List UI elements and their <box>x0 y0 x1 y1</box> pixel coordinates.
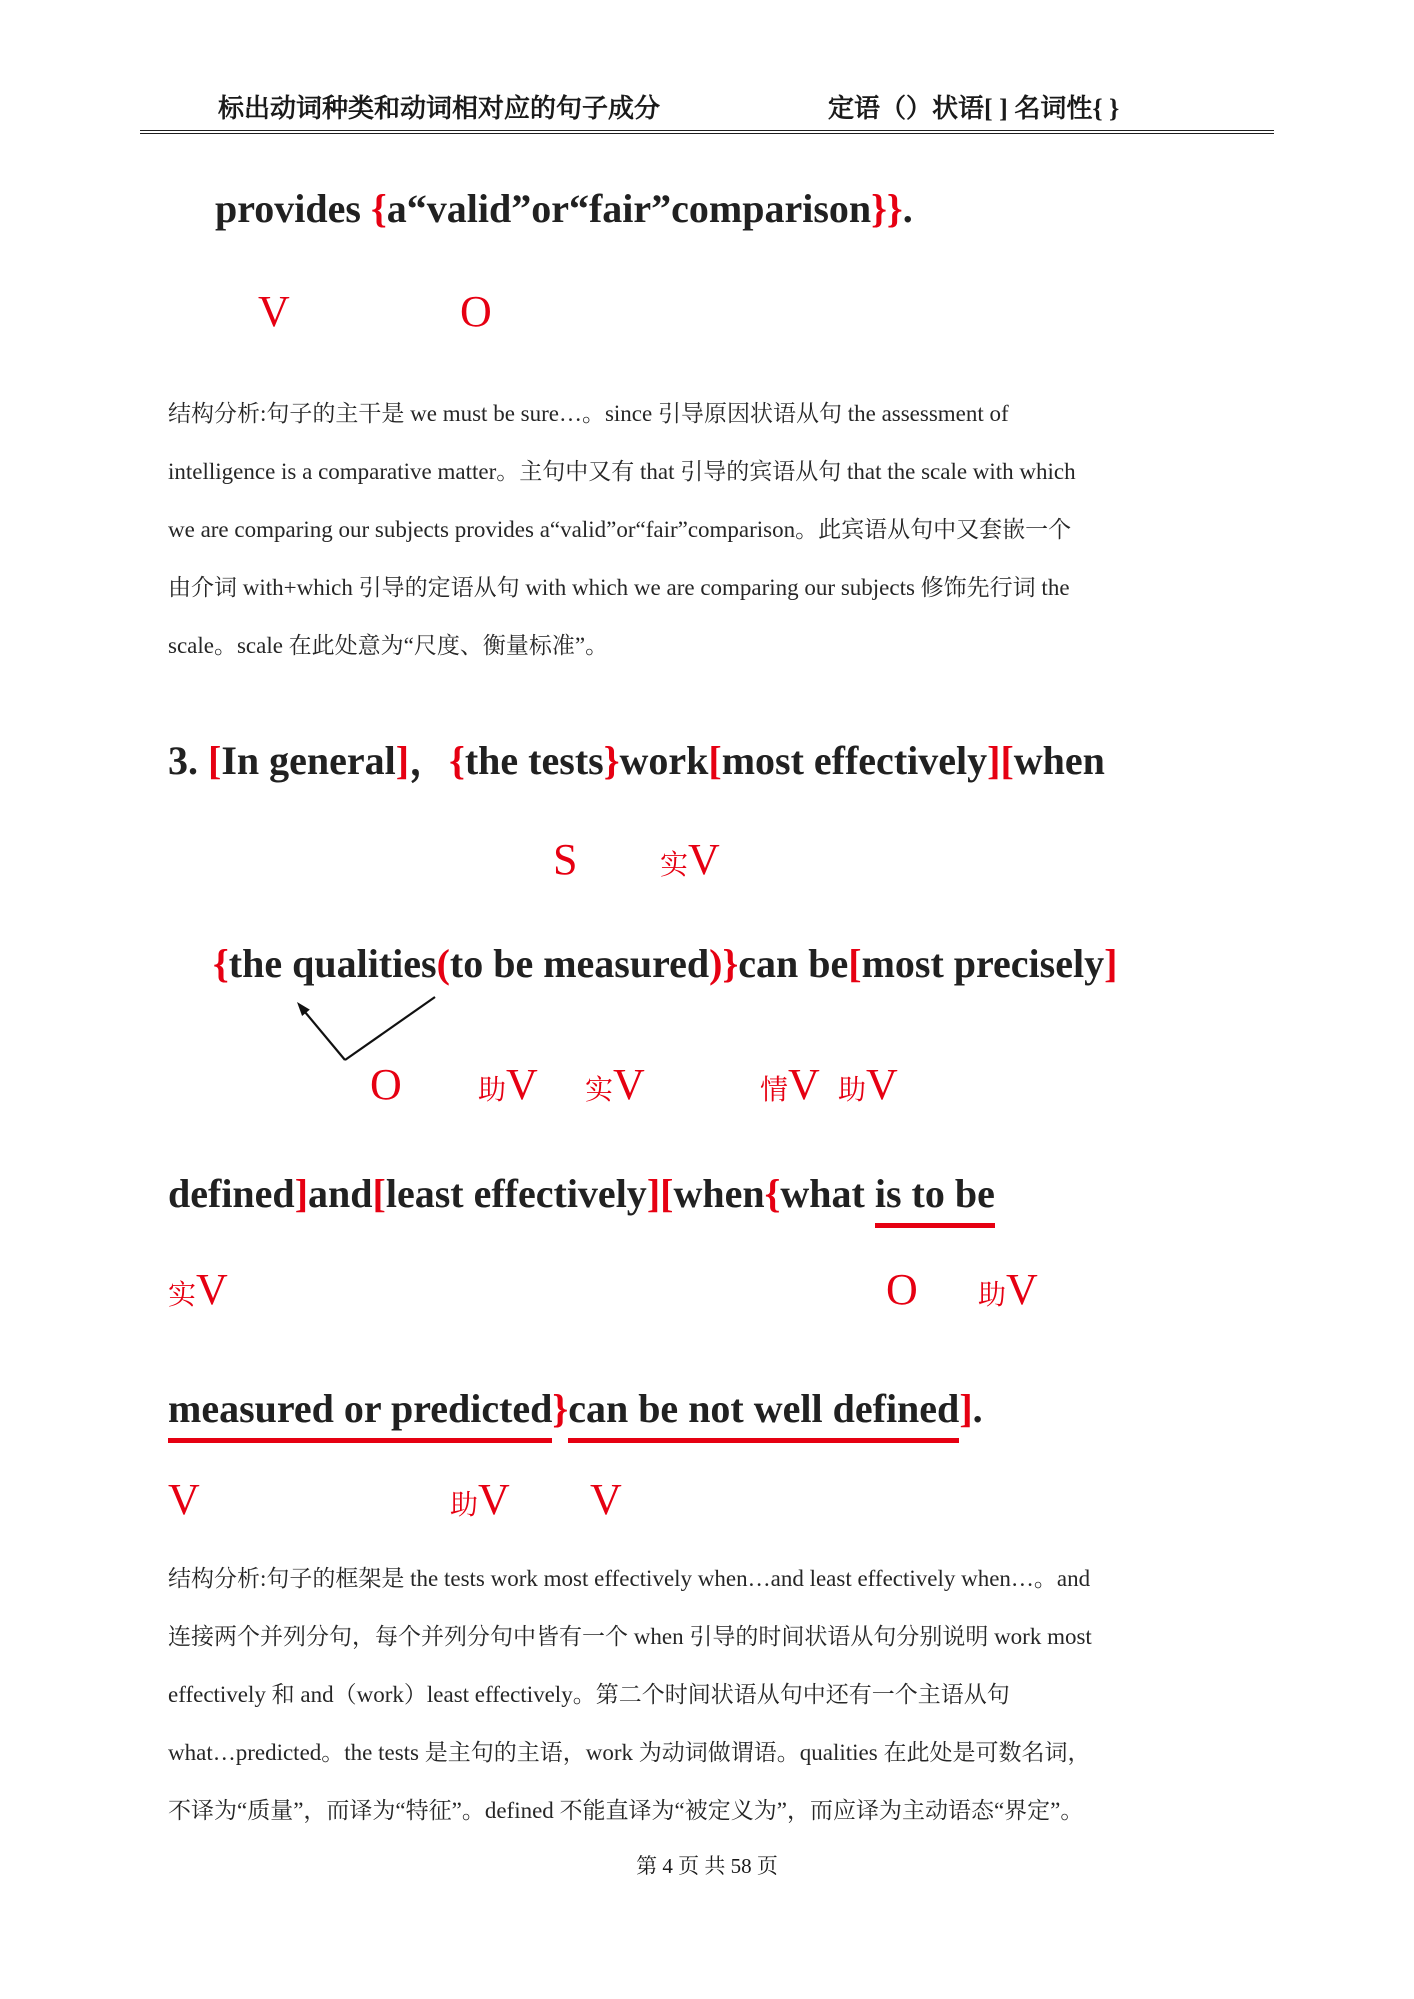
sentence3-line3: defined]and[least effectively][when{what is to be <box>168 1168 995 1228</box>
marker-o: O <box>370 1060 402 1109</box>
sentence3-line1: 3. [In general]，{the tests}work[most effectively][when <box>168 738 1105 783</box>
marker-v: V <box>590 1475 622 1524</box>
header-left-title: 标出动词种类和动词相对应的句子成分 <box>218 94 661 123</box>
analysis-line: 不译为“质量”，而译为“特征”。defined 不能直译为“被定义为”，而应译为主动语态“界定”。 <box>168 1798 1084 1823</box>
marker-zhu-v: 助V <box>478 1060 538 1109</box>
analysis-line: effectively 和 and（work）least effectively。第二个时间状语从句中还有一个主语从句 <box>168 1682 1010 1707</box>
sentence3-line4: measured or predicted}can be not well defined]. <box>168 1383 983 1443</box>
marker-zhu-v: 助V <box>978 1265 1038 1314</box>
analysis-line: 结构分析:句子的主干是 we must be sure…。since 引导原因状语从句 the assessment of <box>168 401 1009 426</box>
analysis-line: scale。scale 在此处意为“尺度、衡量标准”。 <box>168 633 609 658</box>
marker-o: O <box>460 287 492 336</box>
sentence3-line2: {the qualities(to be measured)}can be[most precisely] <box>213 941 1118 986</box>
analysis-line: 由介词 with+which 引导的定语从句 with which we are comparing our subjects 修饰先行词 the <box>168 575 1070 600</box>
marker-zhu-v: 助V <box>450 1475 510 1524</box>
marker-o: O <box>886 1265 918 1314</box>
analysis-line: what…predicted。the tests 是主句的主语，work 为动词做谓语。qualities 在此处是可数名词， <box>168 1740 1091 1765</box>
marker-shi-v: 实V <box>585 1060 645 1109</box>
page-footer <box>0 1850 1414 1880</box>
page-header <box>0 88 1414 128</box>
marker-s: S <box>553 835 578 884</box>
marker-zhu-v: 助V <box>838 1060 898 1109</box>
marker-shi-v: 实V <box>168 1265 228 1314</box>
marker-v: V <box>168 1475 200 1524</box>
marker-qing-v: 情V <box>760 1060 820 1109</box>
analysis-line: 连接两个并列分句，每个并列分句中皆有一个 when 引导的时间状语从句分别说明 work most <box>168 1624 1092 1649</box>
annotation-arrow <box>285 992 445 1064</box>
structure-analysis-1 <box>168 385 1258 675</box>
analysis-line: 结构分析:句子的框架是 the tests work most effectively when…and least effectively when…。and <box>168 1566 1091 1591</box>
header-legend: 定语（）状语[ ] 名词性{ } <box>828 94 1120 123</box>
sentence2-fragment-line: provides {a“valid”or“fair”comparison}}. <box>215 186 913 231</box>
analysis-line: intelligence is a comparative matter。主句中又有 that 引导的宾语从句 that the scale with which <box>168 459 1076 484</box>
page-number-label: 第 4 页 共 58 页 <box>636 1854 778 1878</box>
analysis-line: we are comparing our subjects provides a“valid”or“fair”comparison。此宾语从句中又套嵌一个 <box>168 517 1072 542</box>
marker-v: V <box>258 287 290 336</box>
structure-analysis-2 <box>168 1550 1258 1840</box>
marker-shi-v: 实V <box>660 835 720 884</box>
header-rule <box>140 130 1274 134</box>
